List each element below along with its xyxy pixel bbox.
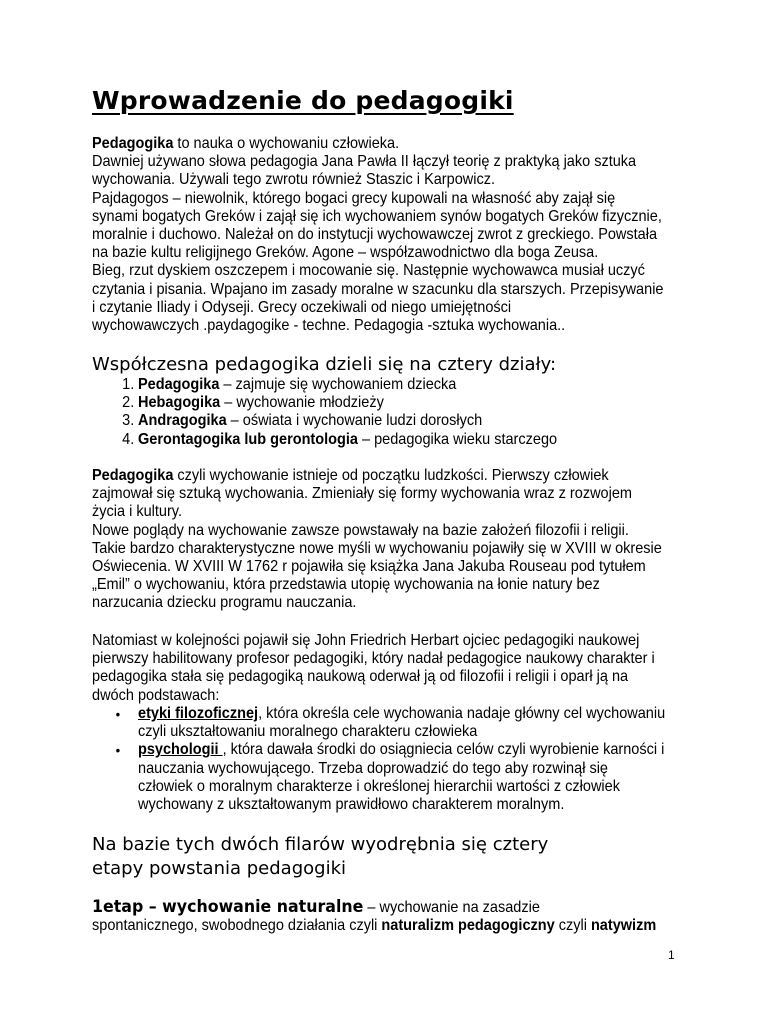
text-line: Pedagogika czyli wychowanie istnieje od początku ludzkości. Pierwszy człowiek xyxy=(92,467,609,484)
document-title: Wprowadzenie do pedagogiki xyxy=(92,86,514,115)
text-line: spontanicznego, swobodnego działania czyli naturalizm pedagogiczny czyli natywizm xyxy=(92,917,657,935)
list-item: • psychologii , która dawała środki do osiągniecia celów czyli wyrobienie karności i xyxy=(115,741,665,759)
list-item: • etyki filozoficznej, która określa cele wychowania nadaje główny cel wychowaniu xyxy=(115,705,666,722)
bold-term: Pedagogika xyxy=(92,467,174,484)
history-paragraph xyxy=(92,467,662,613)
intro-paragraph xyxy=(92,135,664,335)
text-line: synami bogatych Greków i zajął się ich wychowaniem synów bogatych Greków fizycznie, xyxy=(92,207,662,225)
section-heading-divisions: Współczesna pedagogika dzieli się na cztery działy: xyxy=(92,354,557,375)
text-line: „Emil” o wychowaniu, która przedstawia utopię wychowania na łonie natury bez xyxy=(92,576,600,594)
text-line: dwóch podstawach: xyxy=(92,686,220,704)
text-line: Takie bardzo charakterystyczne nowe myśli w wychowaniu pojawiły się w XVIII w okresie xyxy=(92,539,662,557)
text-line: pierwszy habilitowany profesor pedagogiki, który nadał pedagogice naukowy charakter i xyxy=(92,650,655,668)
text-line: pedagogika stała się pedagogiką naukową oderwał ją od filozofii i religii i oparł ją na xyxy=(92,668,629,686)
underlined-term: etyki filozoficznej xyxy=(138,705,259,722)
text-line: Oświecenia. W XVIII W 1762 r pojawiła się książka Jana Jakuba Rouseau pod tytułem xyxy=(92,558,646,576)
text-line: moralnie i duchowo. Należał on do instytucji wychowawczej zwrot z greckiego. Powstała xyxy=(92,226,658,244)
stage-heading: 1etap – wychowanie naturalne xyxy=(92,897,364,917)
text-line: życia i kultury. xyxy=(92,503,182,521)
pillars-list xyxy=(115,705,687,814)
text-line: narzucania dziecku programu nauczania. xyxy=(92,594,357,612)
herbart-paragraph xyxy=(92,632,655,705)
text-line: nauczania wychowującego. Trzeba doprowadzić do tego aby rozwinął się xyxy=(138,759,608,777)
text-line: 1etap – wychowanie naturalne – wychowanie na zasadzie xyxy=(92,897,540,917)
list-item: 4. Gerontagogika lub gerontologia – pedagogika wieku starczego xyxy=(122,430,558,448)
text-line: Natomiast w kolejności pojawił się John Friedrich Herbart ojciec pedagogiki naukowej xyxy=(92,632,640,649)
text-line: czyli ukształtowaniu moralnego charakteru człowieka xyxy=(138,723,478,741)
page-number: 1 xyxy=(668,948,675,962)
underlined-term: psychologii xyxy=(138,741,223,759)
text-line: człowiek o moralnym charakterze i określonej hierarchii wartości z człowiek xyxy=(138,777,620,795)
bullet-icon: • xyxy=(115,706,121,722)
text-line: Nowe poglądy na wychowanie zawsze powstawały na bazie założeń filozofii i religii. xyxy=(92,521,629,539)
section-heading-stages-line1: Na bazie tych dwóch filarów wyodrębnia się cztery xyxy=(92,834,549,855)
list-item: 3. Andragogika – oświata i wychowanie ludzi dorosłych xyxy=(122,412,483,430)
text-line: na bazie kultu religijnego Greków. Agone – współzawodnictwo dla boga Zeusa. xyxy=(92,244,599,262)
text-line: Pedagogika to nauka o wychowaniu człowieka. xyxy=(92,135,400,152)
text-line: Bieg, rzut dyskiem oszczepem i mocowanie się. Następnie wychowawca musiał uczyć xyxy=(92,262,645,280)
text-line: wychowania. Używali tego zwrotu również Staszic i Karpowicz. xyxy=(92,171,495,189)
text-line: wychowany z ukształtowanym prawidłowo charakterem moralnym. xyxy=(138,796,565,814)
divisions-list xyxy=(122,376,687,449)
text-line: Pajdagogos – niewolnik, którego bogaci grecy kupowali na własność aby zajął się xyxy=(92,189,616,207)
text-line: zajmował się sztuką wychowania. Zmieniały się formy wychowania wraz z rozwojem xyxy=(92,485,632,503)
text-line: czytania i pisania. Wpajano im zasady moralne w szacunku dla starszych. Przepisywanie xyxy=(92,280,664,298)
list-item: 2. Hebagogika – wychowanie młodzieży xyxy=(122,394,384,412)
text-line: wychowawczych .paydagogike - techne. Pedagogia -sztuka wychowania.. xyxy=(92,317,566,335)
text-line: Dawniej używano słowa pedagogia Jana Pawła II łączył teorię z praktyką jako sztuka xyxy=(92,153,637,171)
section-heading-stages-line2: etapy powstania pedagogiki xyxy=(92,858,346,879)
text-line: i czytanie Iliady i Odyseji. Grecy oczekiwali od niego umiejętności xyxy=(92,298,512,316)
bold-term: Pedagogika xyxy=(92,135,174,152)
bullet-icon: • xyxy=(115,742,121,759)
list-item: 1. Pedagogika – zajmuje się wychowaniem dziecka xyxy=(122,376,457,393)
stage-paragraph xyxy=(92,897,657,935)
